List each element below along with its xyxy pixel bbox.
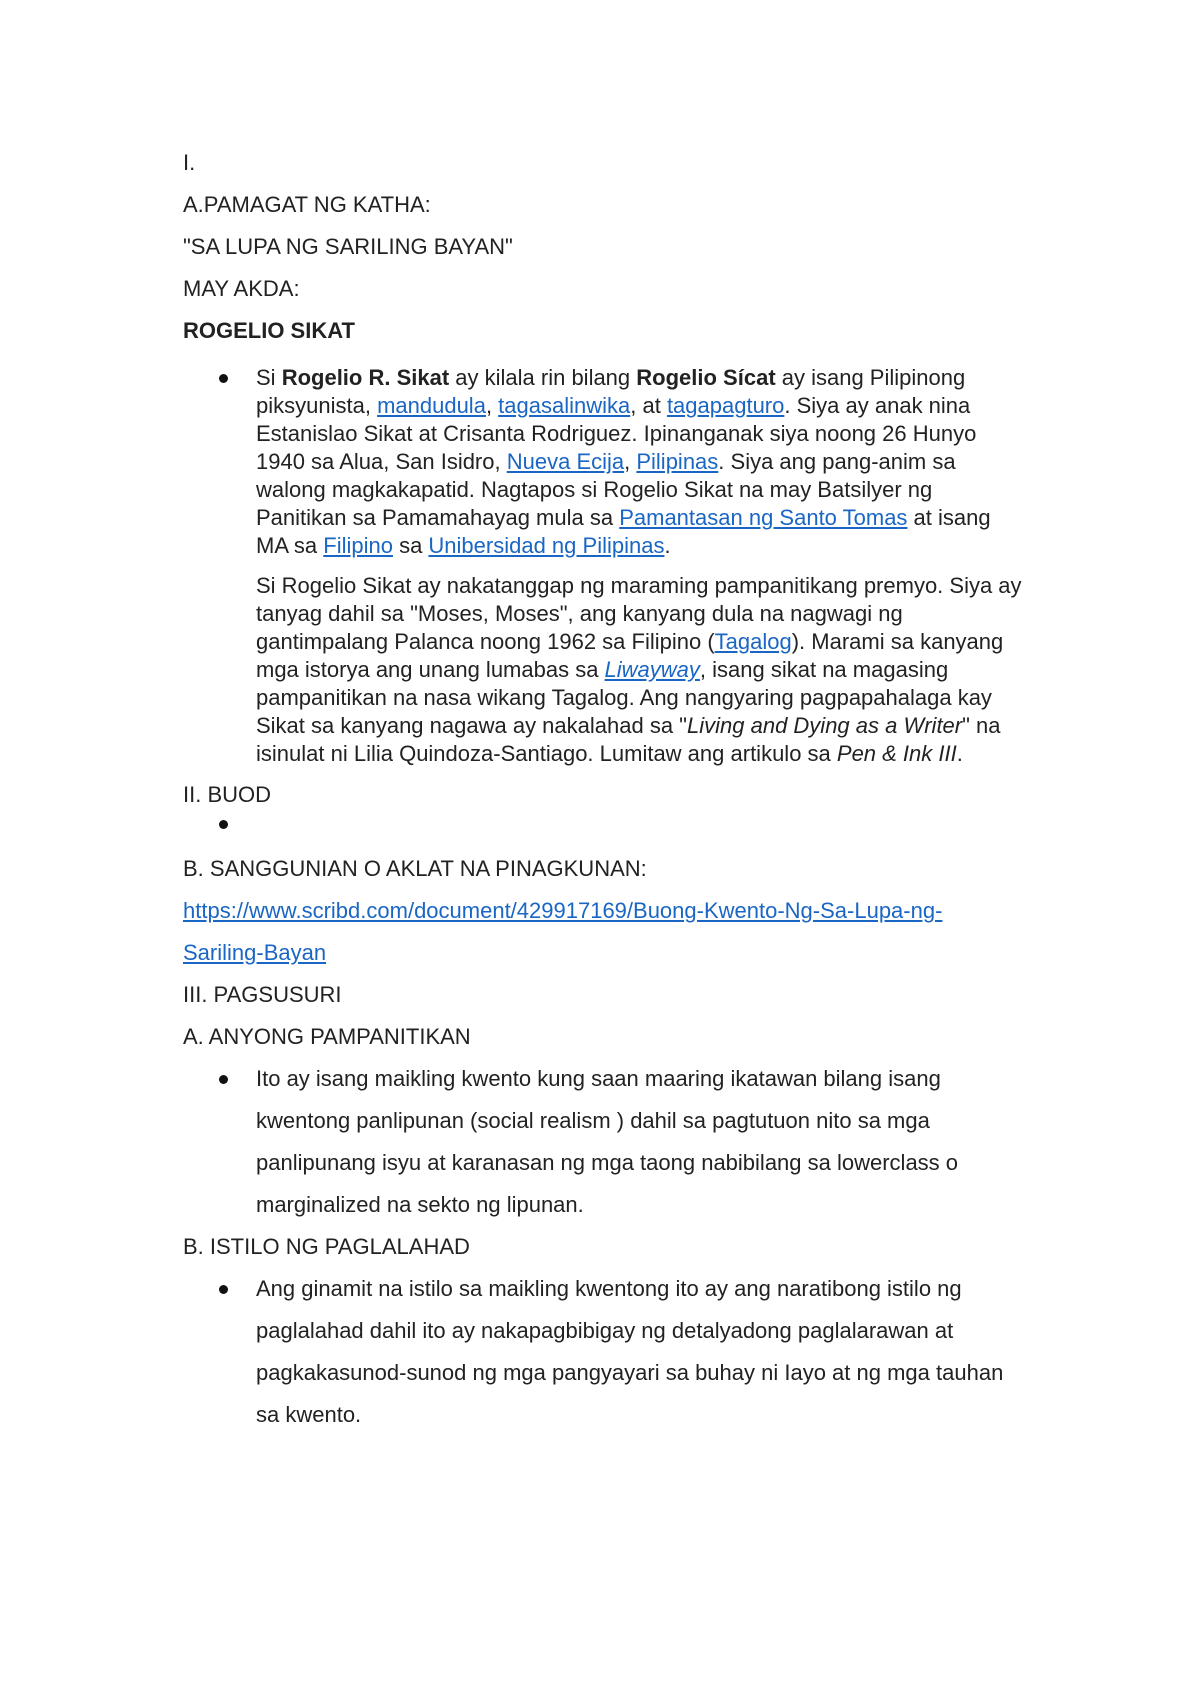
source-link[interactable]: https://www.scribd.com/document/429917169/Buong-Kwento-Ng-Sa-Lupa-ng- — [183, 898, 943, 923]
bio-bold-name: Rogelio Sícat — [636, 365, 776, 390]
source-link-line-2 — [183, 932, 1023, 974]
bio-text: Si Rogelio Sikat ay nakatanggap ng maraming pampanitikang premyo. Siya ay tanyag dahil sa "Moses, Moses", ang kanyang dula na nagwagi ng gantimpalang Palanca noong 1962 sa Filipino ( — [256, 573, 1022, 654]
link-tagapagturo[interactable]: tagapagturo — [666, 393, 785, 418]
bio-italic-title: Pen & Ink III — [836, 741, 957, 766]
author-name: ROGELIO SIKAT — [183, 318, 355, 343]
bio-text: " na isinulat ni Lilia Quindoza-Santiago. Lumitaw ang artikulo sa — [256, 713, 1001, 766]
author-heading: MAY AKDA: — [183, 276, 300, 301]
bio-text: Si — [256, 365, 282, 390]
link-unibersidad-ng-pilipinas[interactable]: Unibersidad ng Pilipinas — [428, 533, 665, 558]
form-paragraph: Ito ay isang maikling kwento kung saan maaring ikatawan bilang isang kwentong panlipunan (social realism ) dahil sa pagtutuon nito sa mga panlipunang isyu at karanasan ng mga taong nabibilang sa lowerclass o marginalized na sekto ng lipunan. — [256, 1066, 959, 1217]
summary-list — [183, 816, 1023, 848]
bullet-icon — [219, 820, 228, 829]
form-heading: A. ANYONG PAMPANITIKAN — [183, 1024, 471, 1049]
section-i-heading: I. — [183, 150, 196, 175]
style-list — [183, 1268, 1023, 1436]
link-pamantasan-ng-santo-tomas[interactable]: Pamantasan ng Santo Tomas — [619, 505, 908, 530]
bio-list-item — [183, 364, 1023, 768]
bio-text: , isang sikat na magasing pampanitikan na nasa wikang Tagalog. Ang nangyaring pagpapahalaga kay Sikat sa kanyang nagawa ay nakalahad sa " — [256, 657, 992, 738]
summary-list-item — [183, 816, 1023, 848]
link-nueva-ecija[interactable]: Nueva Ecija — [506, 449, 625, 474]
form-list — [183, 1058, 1023, 1226]
link-tagasalinwika[interactable]: tagasalinwika — [498, 393, 631, 418]
bio-text: . — [664, 533, 671, 558]
bio-text: ay isang Pilipinong piksyunista, — [256, 365, 966, 418]
bullet-icon — [219, 1285, 228, 1294]
bio-italic-title: Living and Dying as a Writer — [687, 713, 963, 738]
story-title: "SA LUPA NG SARILING BAYAN" — [183, 234, 513, 259]
sources-heading: B. SANGGUNIAN O AKLAT NA PINAGKUNAN: — [183, 856, 647, 881]
link-liwayway[interactable]: Liwayway — [604, 657, 700, 682]
link-pilipinas[interactable]: Pilipinas — [636, 449, 719, 474]
bio-text: , — [624, 449, 637, 474]
section-ii-heading: II. BUOD — [183, 782, 272, 807]
bio-text: . — [956, 741, 963, 766]
document-page — [183, 142, 1023, 1436]
link-tagalog[interactable]: Tagalog — [714, 629, 792, 654]
bio-text: at isang MA sa — [256, 505, 991, 558]
title-heading: A.PAMAGAT NG KATHA: — [183, 192, 431, 217]
source-link[interactable]: Sariling-Bayan — [183, 940, 327, 965]
bio-text: , at — [630, 393, 667, 418]
style-paragraph: Ang ginamit na istilo sa maikling kwentong ito ay ang naratibong istilo ng paglalahad dahil ito ay nakapagbibigay ng detalyadong paglalarawan at pagkakasunod-sunod ng mga pangyayari sa buhay ni Iayo at ng mga tauhan sa kwento. — [256, 1276, 1004, 1427]
source-link-line-1 — [183, 890, 1023, 932]
bio-text: sa — [392, 533, 429, 558]
bio-list — [183, 364, 1023, 768]
style-heading: B. ISTILO NG PAGLALAHAD — [183, 1234, 470, 1259]
bio-text: . Siya ay anak nina Estanislao Sikat at Crisanta Rodriguez. Ipinanganak siya noong 26 Hunyo 1940 sa Alua, San Isidro, — [256, 393, 977, 474]
bio-paragraph-1 — [256, 364, 1023, 560]
bio-text: ay kilala rin bilang — [449, 365, 637, 390]
link-mandudula[interactable]: mandudula — [377, 393, 486, 418]
bio-text: ). Marami sa kanyang mga istorya ang unang lumabas sa — [256, 629, 1004, 682]
bio-paragraph-2 — [256, 572, 1023, 768]
section-iii-heading: III. PAGSUSURI — [183, 982, 342, 1007]
form-list-item — [183, 1058, 1023, 1226]
bio-text: , — [485, 393, 499, 418]
bullet-icon — [219, 374, 228, 383]
style-list-item — [183, 1268, 1023, 1436]
bio-bold-name: Rogelio R. Sikat — [281, 365, 450, 390]
bio-text: . Siya ang pang-anim sa walong magkakapatid. Nagtapos si Rogelio Sikat na may Batsilyer ng Panitikan sa Pamamahayag mula sa — [256, 449, 956, 530]
bullet-icon — [219, 1075, 228, 1084]
link-filipino[interactable]: Filipino — [323, 533, 393, 558]
